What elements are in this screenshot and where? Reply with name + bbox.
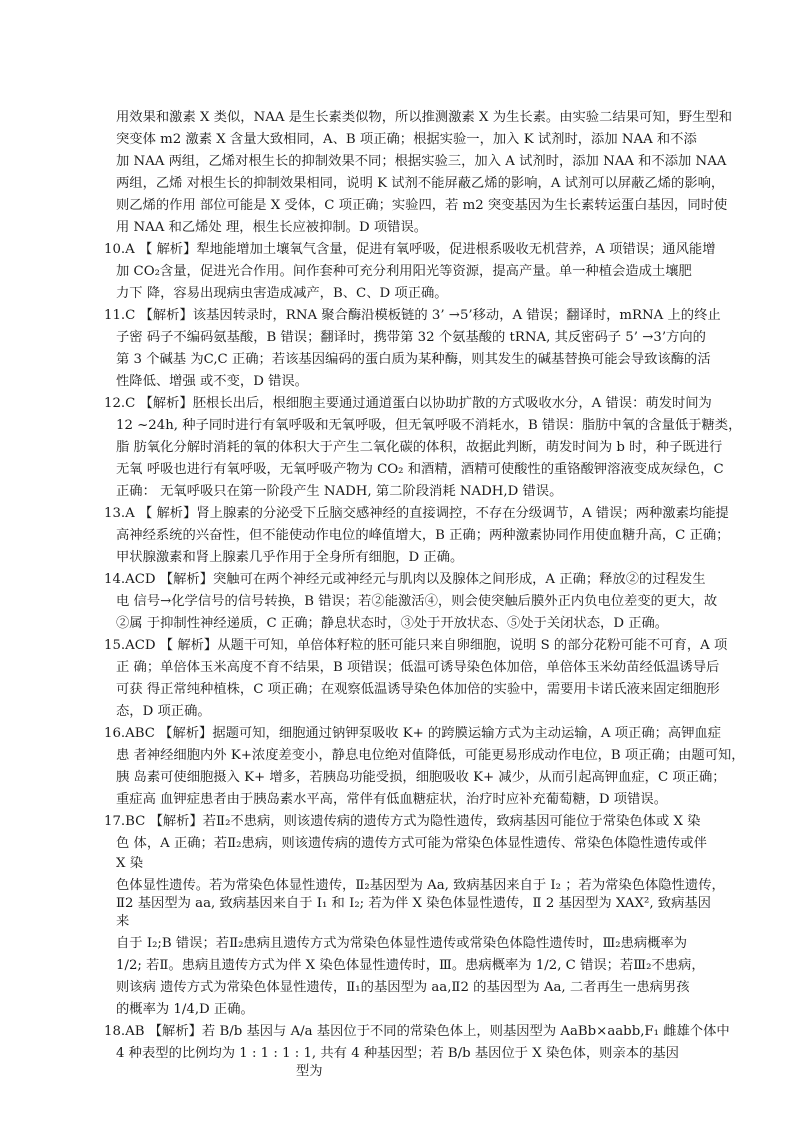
text-line: 15.ACD 【 解析】从题干可知，单倍体籽粒的胚可能只来自卵细胞，说明 S 的部分花粉可能不可育，A 项 [104, 638, 728, 653]
text-line: 态，D 项正确。 [116, 704, 211, 719]
text-line: 10.A 【 解析】犁地能增加土壤氧气含量，促进有氧呼吸，促进根系吸收无机营养，A 项错误；通风能增 [104, 242, 716, 257]
text-line: 高神经系统的兴奋性，但不能使动作电位的峰值增大，B 正确；两种激素协同作用使血糖升高，C 正确； [116, 528, 730, 543]
text-line: 12.C 【解析】胚根长出后，根细胞主要通过通道蛋白以协助扩散的方式吸收水分，A 错误：萌发时间为 [104, 396, 712, 411]
text-line: 16.ABC 【解析】据题可知，细胞通过钠钾泵吸收 K+ 的跨膜运输方式为主动运输，A 项正确；高钾血症 [104, 726, 722, 741]
text-line: 则该病 遗传方式为常染色体显性遗传，Ⅱ₁的基因型为 aa,Ⅱ2 的基因型为 Aa, 二者再生一患病男孩 [116, 980, 690, 995]
text-line: 加 CO₂含量，促进光合作用。间作套种可充分利用阳光等资源，提高产量。单一种植会造成土壤肥 [116, 264, 692, 279]
text-line: 两组，乙烯 对根生长的抑制效果相同，说明 K 试剂不能屏蔽乙烯的影响，A 试剂可以屏蔽乙烯的影响， [116, 176, 725, 191]
text-line: Ⅱ2 基因型为 aa, 致病基因来自于 I₁ 和 I₂; 若为伴 X 染色体显性遗传，Ⅱ 2 基因型为 XAX², 致病基因 [116, 896, 711, 911]
text-line: 脂 肪氧化分解时消耗的氧的体积大于产生二氧化碳的体积，故据此判断，萌发时间为 b 时，种子既进行 [116, 440, 723, 455]
text-line: 电 信号→化学信号的信号转换，B 错误；若②能激活④，则会使突触后膜外正内负电位差变的更大，故 [116, 594, 718, 609]
text-line: 11.C 【解析】该基因转录时，RNA 聚合酶沿模板链的 3’ →5’移动，A 错误；翻译时，mRNA 上的终止 [104, 308, 721, 323]
text-line: 用效果和激素 X 类似，NAA 是生长素类似物，所以推测激素 X 为生长素。由实验二结果可知，野生型和 [116, 110, 733, 125]
text-line: 甲状腺激素和肾上腺素几乎作用于全身所有细胞，D 正确。 [116, 550, 464, 565]
text-line: 4 种表型的比例均为 1 : 1 : 1 : 1, 共有 4 种基因型；若 B/b 基因位于 X 染色体，则亲本的基因 [116, 1046, 679, 1061]
text-line: 突变体 m2 激素 X 含量大致相同，A、B 项正确；根据实验一，加入 K 试剂时，添加 NAA 和不添 [116, 132, 697, 147]
text-line: 色体显性遗传。若为常染色体显性遗传，Ⅱ₂基因型为 Aa, 致病基因来自于 I₂ ；若为常染色体隐性遗传， [116, 878, 725, 893]
text-line: X 染 [116, 856, 143, 871]
text-line: ②属 于抑制性神经递质，C 正确；静息状态时，③处于开放状态、⑤处于关闭状态，D 正确。 [116, 616, 669, 631]
text-line: 子密 码子不编码氨基酸，B 错误；翻译时，携带第 32 个氨基酸的 tRNA, 其反密码子 5’ →3’方向的 [116, 330, 706, 345]
text-line: 患 者神经细胞内外 K+浓度差变小，静息电位绝对值降低，可能更易形成动作电位，B 项正确；由题可知， [116, 748, 745, 763]
text-line: 第 3 个碱基 为C,C 正确；若该基因编码的蛋白质为某种酶，则其发生的碱基替换可能会导致该酶的活 [116, 352, 711, 367]
text-line: 的概率为 1/4,D 正确。 [116, 1002, 254, 1017]
text-line: 色 体，A 正确；若Ⅱ₂患病，则该遗传病的遗传方式可能为常染色体显性遗传、常染色体隐性遗传或伴 [116, 836, 707, 851]
text-line: 无氧 呼吸也进行有氧呼吸，无氧呼吸产物为 CO₂ 和酒精，酒精可使酸性的重铬酸钾溶液变成灰绿色，C [116, 462, 724, 477]
text-line: 则乙烯的作用 部位可能是 X 受体，C 项正确；实验四，若 m2 突变基因为生长素转运蛋白基因，同时使 [116, 198, 728, 213]
text-line: 14.ACD 【解析】突触可在两个神经元或神经元与肌肉以及腺体之间形成，A 正确；释放②的过程发生 [104, 572, 706, 587]
text-line: 正确： 无氧呼吸只在第一阶段产生 NADH, 第二阶段消耗 NADH,D 错误。 [116, 484, 563, 499]
text-line: 正 确；单倍体玉米高度不育不结果，B 项错误；低温可诱导染色体加倍，单倍体玉米幼苗经低温诱导后 [116, 660, 720, 675]
text-line: 来 [116, 914, 130, 929]
text-line: 胰 岛素可使细胞摄入 K+ 增多，若胰岛功能受损，细胞吸收 K+ 减少，从而引起高钾血症，C 项正确； [116, 770, 726, 785]
text-line: 自于 I₂;B 错误；若Ⅱ₂患病且遗传方式为常染色体显性遗传或常染色体隐性遗传时，Ⅲ₂患病概率为 [116, 936, 688, 951]
text-line-tail: 型为 [296, 1064, 323, 1079]
text-line: 可获 得正常纯种植株，C 项正确；在观察低温诱导染色体加倍的实验中，需要用卡诺氏液来固定细胞形 [116, 682, 720, 697]
text-line: 加 NAA 两组，乙烯对根生长的抑制效果不同；根据实验三，加入 A 试剂时，添加 NAA 和不添加 NAA [116, 154, 727, 169]
text-line: 重症高 血钾症患者由于胰岛素水平高，常伴有低血糖症状，治疗时应补充葡萄糖，D 项错误。 [116, 792, 667, 807]
text-line: 性降低、增强 或不变，D 错误。 [116, 374, 308, 389]
text-line: 17.BC 【解析】若Ⅱ₂不患病，则该遗传病的遗传方式为隐性遗传，致病基因可能位于常染色体或 X 染 [104, 814, 701, 829]
text-line: 12 ~24h, 种子同时进行有氧呼吸和无氧呼吸，但无氧呼吸不消耗水，B 错误：脂肪中氧的含量低于糖类， [116, 418, 742, 433]
text-line: 力下 降，容易出现病虫害造成减产，B、C、D 项正确。 [116, 286, 448, 301]
text-line: 用 NAA 和乙烯处 理，根生长应被抑制。D 项错误。 [116, 220, 428, 235]
text-line: 18.AB 【解析】若 B/b 基因与 A/a 基因位于不同的常染色体上，则基因型为 AaBb×aabb,F₁ 雌雄个体中 [104, 1024, 730, 1039]
text-line: 13.A 【 解析】肾上腺素的分泌受下丘脑交感神经的直接调控，不存在分级调节，A 错误；两种激素均能提 [104, 506, 729, 521]
text-line: 1/2; 若Ⅱ。患病且遗传方式为伴 X 染色体显性遗传时，Ⅲ。患病概率为 1/2, C 错误；若Ⅲ₂不患病， [116, 958, 705, 973]
